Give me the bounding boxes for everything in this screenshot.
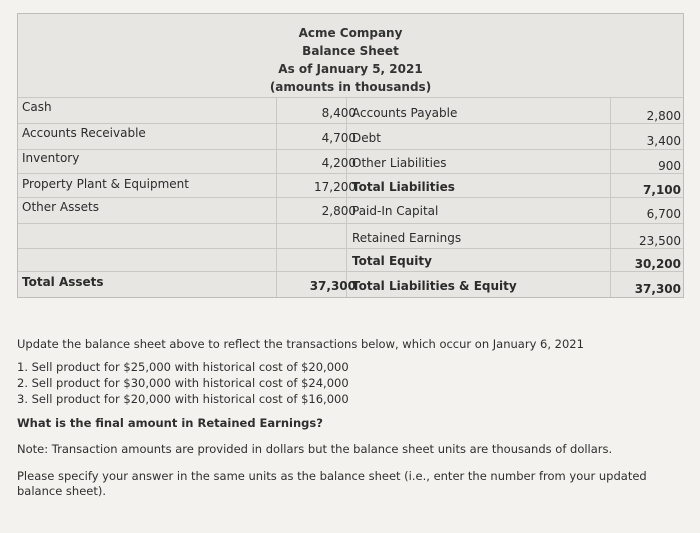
liability-value: 7,100 [643, 183, 681, 197]
answer-instruction: Please specify your answer in the same units as the balance sheet (i.e., enter the number from your updated [17, 469, 647, 483]
liability-label: Debt [352, 131, 381, 145]
asset-label: Accounts Receivable [22, 126, 146, 140]
balance-sheet-table [17, 13, 684, 298]
liability-label: Total Liabilities [352, 180, 455, 194]
table-row [18, 173, 683, 198]
sheet-title: Balance Sheet [302, 44, 399, 58]
total-liabilities-equity-label: Total Liabilities & Equity [352, 279, 517, 293]
table-row [18, 271, 683, 298]
asset-amount: 4,700 [321, 131, 356, 145]
equity-value: 6,700 [646, 207, 681, 221]
asset-label [22, 249, 272, 272]
units-note: Note: Transaction amounts are provided in dollars but the balance sheet units are thousands of dollars. [17, 442, 613, 456]
liability-label: Accounts Payable [352, 106, 458, 120]
balance-sheet-header [18, 14, 683, 97]
liability-value: 900 [658, 159, 681, 173]
asset-amount: 17,200 [314, 180, 356, 194]
company-name: Acme Company [298, 26, 403, 40]
answer-instruction-cont: balance sheet). [17, 484, 107, 498]
equity-label: Total Equity [352, 254, 432, 268]
table-row [18, 123, 683, 150]
asset-amount [276, 224, 356, 249]
equity-label: Paid-In Capital [352, 204, 439, 218]
table-row [18, 248, 683, 272]
liability-value: 3,400 [646, 134, 681, 148]
transaction-item: 3. Sell product for $20,000 with historical cost of $16,000 [17, 392, 349, 406]
asset-total-amount: 37,300 [309, 279, 356, 293]
table-row [18, 97, 683, 124]
asset-total-label: Total Assets [22, 275, 104, 289]
transaction-item: 1. Sell product for $25,000 with historical cost of $20,000 [17, 360, 349, 374]
asset-label: Other Assets [22, 200, 99, 214]
liability-value: 2,800 [646, 109, 681, 123]
total-liabilities-equity-value: 37,300 [634, 282, 681, 296]
transaction-item: 2. Sell product for $30,000 with historical cost of $24,000 [17, 376, 349, 390]
asset-label [22, 224, 272, 249]
sheet-date: As of January 5, 2021 [278, 62, 423, 76]
table-row [18, 223, 683, 249]
equity-label: Retained Earnings [352, 231, 462, 245]
table-row [18, 197, 683, 224]
question-ask: What is the final amount in Retained Earnings? [17, 416, 323, 430]
asset-label: Inventory [22, 151, 80, 165]
equity-value: 30,200 [634, 257, 681, 271]
sheet-units: (amounts in thousands) [269, 80, 432, 94]
liability-label: Other Liabilities [352, 156, 447, 170]
asset-label: Cash [22, 100, 52, 114]
asset-amount: 4,200 [321, 156, 356, 170]
table-row [18, 149, 683, 174]
question-intro: Update the balance sheet above to reflect the transactions below, which occur on January 6, 2021 [17, 337, 584, 351]
asset-amount: 8,400 [321, 106, 356, 120]
asset-amount: 2,800 [321, 204, 356, 218]
asset-amount [276, 249, 356, 272]
asset-label: Property Plant & Equipment [22, 177, 189, 191]
equity-value: 23,500 [639, 234, 681, 248]
